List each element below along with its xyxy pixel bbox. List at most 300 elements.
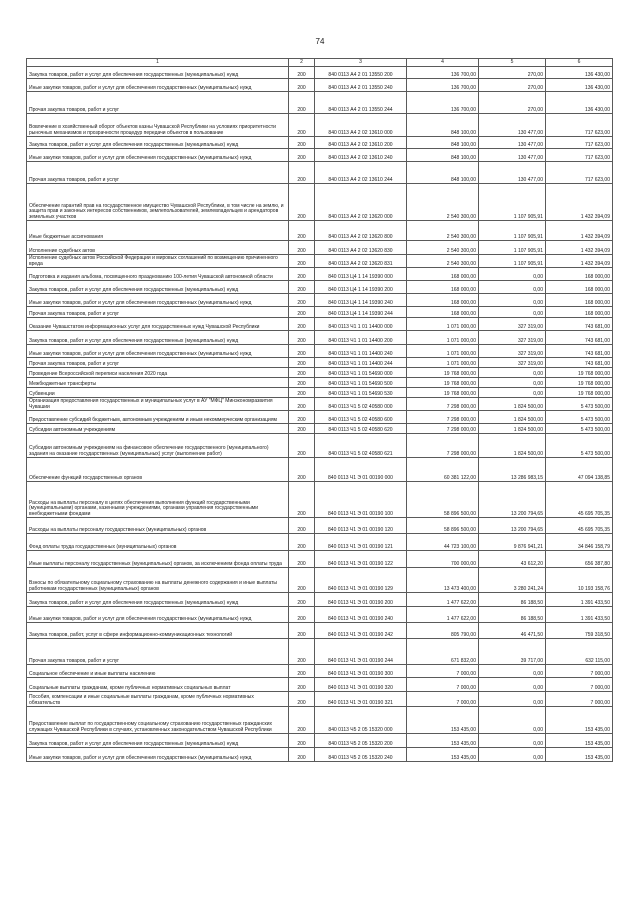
cell-executed: 46 471,50: [479, 623, 546, 639]
cell-approved: 671 832,00: [407, 639, 479, 665]
cell-line-code: 200: [289, 388, 315, 398]
cell-name: Исполнение судебных актов: [27, 241, 289, 255]
cell-unexecuted: 153 435,00: [546, 707, 613, 734]
cell-name: Взносы по обязательному социальному страхованию на выплаты денежного содержания и иные выплаты работникам государственных (муниципальных) органов: [27, 568, 289, 593]
table-row: [27, 241, 613, 255]
cell-executed: 0,00: [479, 281, 546, 294]
cell-executed: 130 477,00: [479, 137, 546, 149]
cell-unexecuted: 743 681,00: [546, 331, 613, 345]
cell-approved: 19 768 000,00: [407, 368, 479, 378]
cell-approved: 58 896 500,00: [407, 482, 479, 518]
cell-name: Прочая закупка товаров, работ и услуг: [27, 307, 289, 318]
cell-line-code: 200: [289, 294, 315, 307]
cell-executed: 270,00: [479, 67, 546, 79]
cell-executed: 1 824 500,00: [479, 398, 546, 411]
cell-executed: 130 477,00: [479, 114, 546, 137]
cell-name: Прочая закупка товаров, работ и услуг: [27, 92, 289, 114]
cell-budget-code: 840 0113 А4 2 02 13610 244: [315, 162, 407, 184]
cell-approved: 58 896 500,00: [407, 518, 479, 534]
table-row: [27, 184, 613, 221]
header-col-1: 1: [27, 59, 289, 67]
table-row: [27, 114, 613, 137]
table-row: [27, 92, 613, 114]
cell-unexecuted: 632 115,00: [546, 639, 613, 665]
cell-name: Иные выплаты персоналу государственных (муниципальных) органов, за исключением фонда оплаты труда: [27, 551, 289, 568]
cell-approved: 7 298 000,00: [407, 411, 479, 424]
cell-approved: 153 435,00: [407, 707, 479, 734]
cell-name: Обеспечение функций государственных органов: [27, 458, 289, 482]
cell-executed: 130 477,00: [479, 162, 546, 184]
header-row: [27, 59, 613, 67]
cell-approved: 7 298 000,00: [407, 398, 479, 411]
table-row: [27, 398, 613, 411]
cell-approved: 153 435,00: [407, 748, 479, 762]
cell-unexecuted: 743 681,00: [546, 345, 613, 358]
cell-line-code: 200: [289, 268, 315, 281]
table-row: [27, 665, 613, 678]
table-row: [27, 307, 613, 318]
cell-executed: 0,00: [479, 748, 546, 762]
cell-line-code: 200: [289, 518, 315, 534]
cell-budget-code: 840 0113 Ч1 Э 01 00190 100: [315, 482, 407, 518]
cell-budget-code: 840 0113 А4 2 02 13620 000: [315, 184, 407, 221]
cell-unexecuted: 717 623,00: [546, 114, 613, 137]
cell-budget-code: 840 0113 Ч5 2 05 15320 200: [315, 734, 407, 748]
cell-approved: 7 298 000,00: [407, 434, 479, 458]
cell-budget-code: 840 0113 Ч1 1 01 14400 000: [315, 318, 407, 331]
cell-unexecuted: 5 473 500,00: [546, 434, 613, 458]
cell-line-code: 200: [289, 162, 315, 184]
table-row: [27, 411, 613, 424]
cell-budget-code: 840 0113 Ч1 Э 01 00190 242: [315, 623, 407, 639]
cell-budget-code: 840 0113 Ц4 1 14 19390 244: [315, 307, 407, 318]
cell-executed: 39 717,00: [479, 639, 546, 665]
cell-name: Закупка товаров, работ и услуг для обеспечения государственных (муниципальных) нужд: [27, 137, 289, 149]
cell-budget-code: 840 0113 Ч1 Э 01 00190 129: [315, 568, 407, 593]
cell-budget-code: 840 0113 Ц4 1 14 19390 000: [315, 268, 407, 281]
cell-name: Иные бюджетные ассигнования: [27, 221, 289, 241]
table-row: [27, 707, 613, 734]
cell-line-code: 200: [289, 281, 315, 294]
cell-line-code: 200: [289, 67, 315, 79]
cell-approved: 700 000,00: [407, 551, 479, 568]
cell-approved: 136 700,00: [407, 92, 479, 114]
cell-approved: 168 000,00: [407, 268, 479, 281]
cell-name: Закупка товаров, работ и услуг для обеспечения государственных (муниципальных) нужд: [27, 593, 289, 607]
cell-executed: 0,00: [479, 692, 546, 707]
cell-line-code: 200: [289, 114, 315, 137]
cell-name: Субвенции: [27, 388, 289, 398]
cell-line-code: 200: [289, 358, 315, 368]
cell-executed: 1 107 905,91: [479, 221, 546, 241]
cell-executed: 327 319,00: [479, 331, 546, 345]
cell-approved: 136 700,00: [407, 79, 479, 92]
cell-line-code: 200: [289, 551, 315, 568]
cell-name: Межбюджетные трансферты: [27, 378, 289, 388]
cell-budget-code: 840 0113 Ц4 1 14 19390 200: [315, 281, 407, 294]
cell-name: Социальные выплаты гражданам, кроме публичных нормативных социальных выплат: [27, 678, 289, 692]
cell-approved: 2 540 300,00: [407, 221, 479, 241]
cell-line-code: 200: [289, 149, 315, 162]
cell-name: Закупка товаров, работ и услуг для обеспечения государственных (муниципальных) нужд: [27, 67, 289, 79]
cell-approved: 7 000,00: [407, 665, 479, 678]
cell-executed: 0,00: [479, 294, 546, 307]
cell-executed: 327 319,00: [479, 318, 546, 331]
cell-executed: 13 200 794,65: [479, 518, 546, 534]
cell-executed: 13 286 983,15: [479, 458, 546, 482]
cell-name: Обеспечение гарантий прав на государственное имущество Чувашской Республики, в том числе на землю, и защита прав и законных интересов собственников, землепользователей, землевладельцев и арендаторов земельных участков: [27, 184, 289, 221]
cell-name: Фонд оплаты труда государственных (муниципальных) органов: [27, 534, 289, 551]
cell-approved: 1 071 000,00: [407, 345, 479, 358]
cell-executed: 1 824 500,00: [479, 424, 546, 434]
page-number: 74: [315, 37, 325, 46]
table-row: [27, 368, 613, 378]
cell-budget-code: 840 0113 Ч1 Э 01 00190 300: [315, 665, 407, 678]
cell-line-code: 200: [289, 398, 315, 411]
cell-approved: 1 071 000,00: [407, 358, 479, 368]
cell-budget-code: 840 0113 А4 2 02 13620 831: [315, 255, 407, 268]
cell-unexecuted: 7 000,00: [546, 665, 613, 678]
cell-approved: 13 473 400,00: [407, 568, 479, 593]
cell-line-code: 200: [289, 221, 315, 241]
cell-unexecuted: 1 391 433,50: [546, 593, 613, 607]
cell-line-code: 200: [289, 411, 315, 424]
cell-name: Организация предоставления государственных и муниципальных услуг в АУ "МФЦ" Минэкономразвития Чувашии: [27, 398, 289, 411]
table-row: [27, 318, 613, 331]
header-col-6: 6: [546, 59, 613, 67]
cell-approved: 7 000,00: [407, 678, 479, 692]
cell-approved: 848 100,00: [407, 137, 479, 149]
cell-approved: 848 100,00: [407, 162, 479, 184]
cell-budget-code: 840 0113 А4 2 02 13610 240: [315, 149, 407, 162]
cell-executed: 0,00: [479, 268, 546, 281]
cell-unexecuted: 759 318,50: [546, 623, 613, 639]
cell-budget-code: 840 0113 Ч5 2 05 15320 240: [315, 748, 407, 762]
table-row: [27, 639, 613, 665]
cell-unexecuted: 5 473 500,00: [546, 424, 613, 434]
cell-budget-code: 840 0113 Ч1 5 02 40580 000: [315, 398, 407, 411]
cell-name: Предоставление субсидий бюджетным, автономным учреждениям и иным некоммерческим организациям: [27, 411, 289, 424]
cell-line-code: 200: [289, 255, 315, 268]
cell-executed: 0,00: [479, 378, 546, 388]
cell-unexecuted: 136 430,00: [546, 67, 613, 79]
table-row: [27, 734, 613, 748]
table-row: [27, 534, 613, 551]
cell-executed: 0,00: [479, 388, 546, 398]
cell-unexecuted: 153 435,00: [546, 748, 613, 762]
cell-budget-code: 840 0113 А4 2 01 13550 244: [315, 92, 407, 114]
table-row: [27, 692, 613, 707]
table-row: [27, 162, 613, 184]
cell-approved: 1 477 622,00: [407, 593, 479, 607]
cell-line-code: 200: [289, 318, 315, 331]
header-col-3: 3: [315, 59, 407, 67]
cell-unexecuted: 19 768 000,00: [546, 388, 613, 398]
table-row: [27, 255, 613, 268]
cell-line-code: 200: [289, 345, 315, 358]
cell-line-code: 200: [289, 665, 315, 678]
cell-name: Иные закупки товаров, работ и услуг для обеспечения государственных (муниципальных) нужд: [27, 149, 289, 162]
cell-unexecuted: 19 768 000,00: [546, 368, 613, 378]
cell-approved: 19 768 000,00: [407, 388, 479, 398]
cell-unexecuted: 45 695 705,35: [546, 482, 613, 518]
cell-line-code: 200: [289, 184, 315, 221]
cell-budget-code: 840 0113 Ч1 1 01 54690 500: [315, 378, 407, 388]
cell-approved: 168 000,00: [407, 281, 479, 294]
cell-name: Социальное обеспечение и иные выплаты населению: [27, 665, 289, 678]
cell-line-code: 200: [289, 92, 315, 114]
cell-unexecuted: 168 000,00: [546, 281, 613, 294]
cell-budget-code: 840 0113 А4 2 02 13620 800: [315, 221, 407, 241]
table-row: [27, 137, 613, 149]
cell-name: Прочая закупка товаров, работ и услуг: [27, 358, 289, 368]
cell-budget-code: 840 0113 Ч1 Э 01 00190 122: [315, 551, 407, 568]
header-col-5: 5: [479, 59, 546, 67]
cell-name: Закупка товаров, работ и услуг для обеспечения государственных (муниципальных) нужд: [27, 734, 289, 748]
table-row: [27, 678, 613, 692]
cell-executed: 0,00: [479, 707, 546, 734]
table-row: [27, 593, 613, 607]
cell-unexecuted: 7 000,00: [546, 678, 613, 692]
header-col-4: 4: [407, 59, 479, 67]
cell-unexecuted: 5 473 500,00: [546, 411, 613, 424]
cell-name: Иные закупки товаров, работ и услуг для обеспечения государственных (муниципальных) нужд: [27, 294, 289, 307]
cell-line-code: 200: [289, 424, 315, 434]
cell-name: Прочая закупка товаров, работ и услуг: [27, 639, 289, 665]
budget-table: [26, 58, 613, 762]
cell-executed: 43 612,20: [479, 551, 546, 568]
cell-line-code: 200: [289, 434, 315, 458]
cell-executed: 0,00: [479, 734, 546, 748]
cell-line-code: 200: [289, 482, 315, 518]
cell-unexecuted: 168 000,00: [546, 294, 613, 307]
cell-budget-code: 840 0113 Ц4 1 14 19390 240: [315, 294, 407, 307]
table-row: [27, 482, 613, 518]
cell-executed: 1 107 905,91: [479, 184, 546, 221]
cell-line-code: 200: [289, 623, 315, 639]
cell-line-code: 200: [289, 707, 315, 734]
cell-unexecuted: 45 695 705,35: [546, 518, 613, 534]
cell-budget-code: 840 0113 Ч1 Э 01 00190 120: [315, 518, 407, 534]
cell-name: Вовлечение в хозяйственный оборот объектов казны Чувашской Республики на условиях приоритетности рыночных механизмов и прозрачности процедур передачи объектов в пользование: [27, 114, 289, 137]
cell-approved: 2 540 300,00: [407, 184, 479, 221]
cell-name: Иные закупки товаров, работ и услуг для обеспечения государственных (муниципальных) нужд: [27, 79, 289, 92]
cell-approved: 60 381 122,00: [407, 458, 479, 482]
cell-executed: 0,00: [479, 307, 546, 318]
cell-unexecuted: 1 391 433,50: [546, 607, 613, 623]
cell-approved: 168 000,00: [407, 307, 479, 318]
cell-approved: 1 477 622,00: [407, 607, 479, 623]
cell-unexecuted: 743 681,00: [546, 358, 613, 368]
cell-budget-code: 840 0113 Ч5 2 05 15320 000: [315, 707, 407, 734]
cell-unexecuted: 717 623,00: [546, 149, 613, 162]
cell-name: Оказание Чувашстатом информационных услуг для государственных нужд Чувашской Республики: [27, 318, 289, 331]
cell-executed: 3 280 241,24: [479, 568, 546, 593]
cell-budget-code: 840 0113 Ч1 1 01 14400 240: [315, 345, 407, 358]
cell-executed: 130 477,00: [479, 149, 546, 162]
cell-line-code: 200: [289, 748, 315, 762]
cell-executed: 86 188,50: [479, 607, 546, 623]
cell-executed: 0,00: [479, 678, 546, 692]
cell-unexecuted: 1 432 394,09: [546, 184, 613, 221]
cell-budget-code: 840 0113 Ч1 5 02 40580 620: [315, 424, 407, 434]
table-row: [27, 388, 613, 398]
cell-unexecuted: 5 473 500,00: [546, 398, 613, 411]
cell-executed: 1 107 905,91: [479, 255, 546, 268]
cell-budget-code: 840 0113 А4 2 02 13610 000: [315, 114, 407, 137]
table-row: [27, 518, 613, 534]
cell-line-code: 200: [289, 378, 315, 388]
cell-line-code: 200: [289, 241, 315, 255]
cell-line-code: 200: [289, 368, 315, 378]
cell-name: Иные закупки товаров, работ и услуг для обеспечения государственных (муниципальных) нужд: [27, 748, 289, 762]
cell-executed: 1 107 905,91: [479, 241, 546, 255]
cell-line-code: 200: [289, 607, 315, 623]
table-row: [27, 149, 613, 162]
table-row: [27, 607, 613, 623]
cell-approved: 848 100,00: [407, 114, 479, 137]
cell-line-code: 200: [289, 734, 315, 748]
table-row: [27, 345, 613, 358]
cell-budget-code: 840 0113 А4 2 02 13620 830: [315, 241, 407, 255]
cell-unexecuted: 656 387,80: [546, 551, 613, 568]
table-row: [27, 434, 613, 458]
cell-budget-code: 840 0113 А4 2 01 13550 240: [315, 79, 407, 92]
cell-approved: 848 100,00: [407, 149, 479, 162]
table-row: [27, 79, 613, 92]
cell-unexecuted: 136 430,00: [546, 92, 613, 114]
cell-line-code: 200: [289, 639, 315, 665]
cell-budget-code: 840 0113 Ч1 Э 01 00190 321: [315, 692, 407, 707]
cell-budget-code: 840 0113 Ч1 5 02 40580 600: [315, 411, 407, 424]
table-row: [27, 424, 613, 434]
cell-line-code: 200: [289, 137, 315, 149]
cell-unexecuted: 10 193 158,76: [546, 568, 613, 593]
table-body: [27, 67, 613, 762]
cell-name: Пособия, компенсации и иные социальные выплаты гражданам, кроме публичных нормативных обязательств: [27, 692, 289, 707]
cell-line-code: 200: [289, 534, 315, 551]
table-row: [27, 458, 613, 482]
table-row: [27, 568, 613, 593]
cell-unexecuted: 717 623,00: [546, 162, 613, 184]
table-row: [27, 268, 613, 281]
cell-name: Субсидии автономным учреждениям на финансовое обеспечение государственного (муниципального) задания на оказание государственных (муниципальных) услуг (выполнение работ): [27, 434, 289, 458]
cell-unexecuted: 19 768 000,00: [546, 378, 613, 388]
table-row: [27, 551, 613, 568]
cell-name: Проведение Всероссийской переписи населения 2020 года: [27, 368, 289, 378]
cell-approved: 168 000,00: [407, 294, 479, 307]
table-row: [27, 294, 613, 307]
cell-executed: 327 319,00: [479, 345, 546, 358]
cell-name: Иные закупки товаров, работ и услуг для обеспечения государственных (муниципальных) нужд: [27, 345, 289, 358]
cell-line-code: 200: [289, 307, 315, 318]
table-row: [27, 221, 613, 241]
cell-executed: 86 188,50: [479, 593, 546, 607]
table-row: [27, 378, 613, 388]
cell-name: Подготовка и издания альбома, посвященного празднованию 100-летия Чувашской автономной области: [27, 268, 289, 281]
cell-line-code: 200: [289, 79, 315, 92]
cell-unexecuted: 1 432 394,09: [546, 221, 613, 241]
header-col-2: 2: [289, 59, 315, 67]
cell-approved: 2 540 300,00: [407, 241, 479, 255]
cell-approved: 7 298 000,00: [407, 424, 479, 434]
cell-budget-code: 840 0113 Ч1 Э 01 00190 121: [315, 534, 407, 551]
cell-unexecuted: 168 000,00: [546, 268, 613, 281]
cell-line-code: 200: [289, 568, 315, 593]
cell-unexecuted: 1 432 394,09: [546, 255, 613, 268]
cell-name: Прочая закупка товаров, работ и услуг: [27, 162, 289, 184]
cell-budget-code: 840 0113 А4 2 01 13550 200: [315, 67, 407, 79]
cell-name: Исполнение судебных актов Российской Федерации и мировых соглашений по возмещению причиненного вреда: [27, 255, 289, 268]
cell-executed: 270,00: [479, 92, 546, 114]
cell-budget-code: 840 0113 А4 2 02 13610 200: [315, 137, 407, 149]
cell-line-code: 200: [289, 692, 315, 707]
table-row: [27, 67, 613, 79]
cell-budget-code: 840 0113 Ч1 Э 01 00190 000: [315, 458, 407, 482]
cell-unexecuted: 7 000,00: [546, 692, 613, 707]
cell-budget-code: 840 0113 Ч1 Э 01 00190 240: [315, 607, 407, 623]
cell-name: Предоставление выплат по государственному социальному страхованию государственных гражданских служащих Чувашской Республики в случаях, установленных законодательством Чувашской Республики: [27, 707, 289, 734]
cell-approved: 2 540 300,00: [407, 255, 479, 268]
cell-unexecuted: 743 681,00: [546, 318, 613, 331]
cell-line-code: 200: [289, 678, 315, 692]
cell-line-code: 200: [289, 458, 315, 482]
cell-approved: 19 768 000,00: [407, 378, 479, 388]
cell-approved: 44 723 100,00: [407, 534, 479, 551]
table-row: [27, 281, 613, 294]
cell-name: Расходы на выплаты персоналу в целях обеспечения выполнения функций государственными (муниципальными) органами, казенными учреждениями, органами управления государственными внебюджетными фондами: [27, 482, 289, 518]
cell-executed: 270,00: [479, 79, 546, 92]
cell-name: Субсидии автономным учреждениям: [27, 424, 289, 434]
cell-approved: 153 435,00: [407, 734, 479, 748]
cell-executed: 0,00: [479, 368, 546, 378]
table-row: [27, 748, 613, 762]
cell-budget-code: 840 0113 Ч1 Э 01 00190 244: [315, 639, 407, 665]
cell-budget-code: 840 0113 Ч1 5 02 40580 621: [315, 434, 407, 458]
cell-executed: 327 319,00: [479, 358, 546, 368]
cell-approved: 805 790,00: [407, 623, 479, 639]
cell-approved: 1 071 000,00: [407, 318, 479, 331]
cell-line-code: 200: [289, 593, 315, 607]
cell-approved: 7 000,00: [407, 692, 479, 707]
cell-approved: 136 700,00: [407, 67, 479, 79]
cell-name: Закупка товаров, работ и услуг для обеспечения государственных (муниципальных) нужд: [27, 331, 289, 345]
cell-unexecuted: 717 623,00: [546, 137, 613, 149]
cell-name: Закупка товаров, работ и услуг для обеспечения государственных (муниципальных) нужд: [27, 281, 289, 294]
cell-line-code: 200: [289, 331, 315, 345]
table-row: [27, 331, 613, 345]
cell-budget-code: 840 0113 Ч1 1 01 14400 244: [315, 358, 407, 368]
cell-budget-code: 840 0113 Ч1 1 01 54690 530: [315, 388, 407, 398]
cell-unexecuted: 153 435,00: [546, 734, 613, 748]
cell-unexecuted: 136 430,00: [546, 79, 613, 92]
cell-budget-code: 840 0113 Ч1 1 01 54690 000: [315, 368, 407, 378]
cell-executed: 1 824 500,00: [479, 434, 546, 458]
cell-unexecuted: 1 432 394,09: [546, 241, 613, 255]
cell-unexecuted: 47 094 138,85: [546, 458, 613, 482]
cell-approved: 1 071 000,00: [407, 331, 479, 345]
cell-name: Закупка товаров, работ, услуг в сфере информационно-коммуникационных технологий: [27, 623, 289, 639]
cell-executed: 1 824 500,00: [479, 411, 546, 424]
cell-executed: 9 876 941,21: [479, 534, 546, 551]
cell-budget-code: 840 0113 Ч1 1 01 14400 200: [315, 331, 407, 345]
cell-executed: 0,00: [479, 665, 546, 678]
cell-unexecuted: 168 000,00: [546, 307, 613, 318]
cell-budget-code: 840 0113 Ч1 Э 01 00190 200: [315, 593, 407, 607]
cell-executed: 13 200 794,65: [479, 482, 546, 518]
table-row: [27, 623, 613, 639]
cell-budget-code: 840 0113 Ч1 Э 01 00190 320: [315, 678, 407, 692]
